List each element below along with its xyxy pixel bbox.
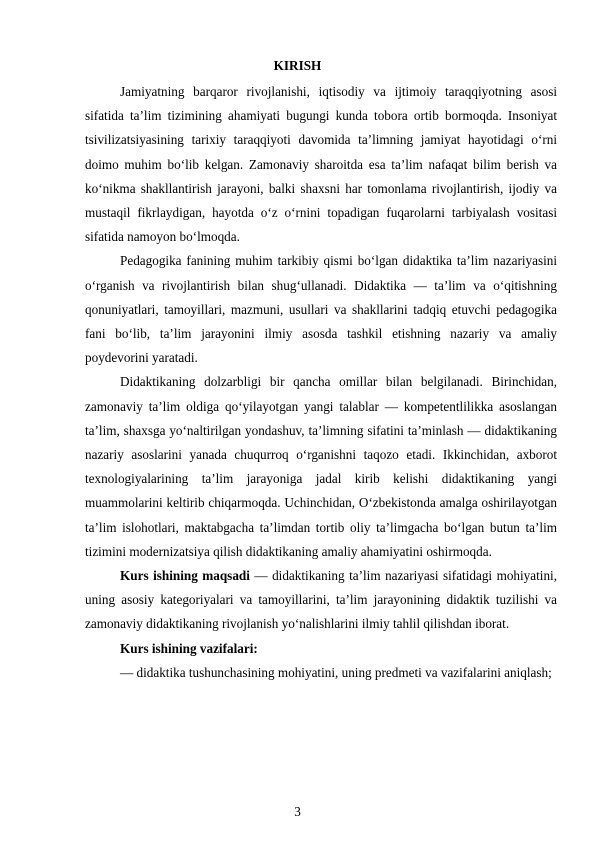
document-body — [85, 80, 557, 685]
section-title: KIRISH — [273, 58, 322, 73]
task-item: — didaktika tushunchasining mohiyatini, uning predmeti va vazifalarini aniqlash; — [120, 664, 552, 680]
paragraph-aim — [85, 564, 557, 637]
aim-text: — didaktikaning ta’lim nazariyasi sifatidagi mohiyatini, uning asosiy kategoriyalari va tamoyillarini, ta’lim jarayonining didaktik tuzilishi va zamonaviy didaktikaning rivojlanish yo‘nalishlarini ilmiy tahlil qilishdan iborat. — [85, 568, 558, 632]
page-number: 3 — [294, 804, 301, 819]
paragraph-didactics-definition: Pedagogika fanining muhim tarkibiy qismi bo‘lgan didaktika ta’lim nazariyasini o‘rganish va rivojlantirish bilan shug‘ullanadi. Didaktika — ta’lim va o‘qitishning qonuniyatlari, tamoyillari, mazmuni, usullari va shakllarini tadqiq etuvchi pedagogika fani bo‘lib, ta’lim jarayonini ilmiy asosda tashkil etishning nazariy va amaliy poydevorini yaratadi. — [85, 253, 557, 366]
paragraph-relevance: Didaktikaning dolzarbligi bir qancha omillar bilan belgilanadi. Birinchidan, zamonaviy ta’lim oldiga qo‘yilayotgan yangi talablar — kompetentlilikka asoslangan ta’lim, shaxsga yo‘naltirilgan yondashuv, ta’limning sifatini ta’minlash — didaktikaning nazariy asoslarini yanada chuqurroq o‘rganishni taqozo etadi. Ikkinchidan, axborot texnologiyalarining ta’lim jarayoniga jadal kirib kelishi didaktikaning yangi muammolarini keltirib chiqarmoqda. Uchinchidan, O‘zbekistonda amalga oshirilayotgan ta’lim islohotlari, maktabgacha ta’limdan tortib oliy ta’limgacha bo‘lgan butun ta’lim tizimini modernizatsiya qilish didaktikaning amaliy ahamiyatini oshirmoqda. — [85, 374, 557, 559]
tasks-heading: Kurs ishining vazifalari: — [120, 640, 258, 656]
paragraph-intro: Jamiyatning barqaror rivojlanishi, iqtisodiy va ijtimoiy taraqqiyotning asosi sifatida ta’lim tizimining ahamiyati bugungi kunda tobora ortib bormoqda. Insoniyat tsivilizatsiyasining tarixiy taraqqiyoti davomida ta’limning jamiyat hayotidagi o‘rni doimo muhim bo‘lib kelgan. Zamonaviy sharoitda esa ta’lim nafaqat bilim berish va ko‘nikma shakllantirish jarayoni, balki shaxsni har tomonlama rivojlantirish, ijodiy va mustaqil fikrlaydigan, hayotda o‘z o‘rnini topadigan fuqarolarni tarbiyalash vositasi sifatida namoyon bo‘lmoqda. — [85, 84, 557, 245]
aim-label: Kurs ishining maqsadi — [120, 568, 250, 584]
